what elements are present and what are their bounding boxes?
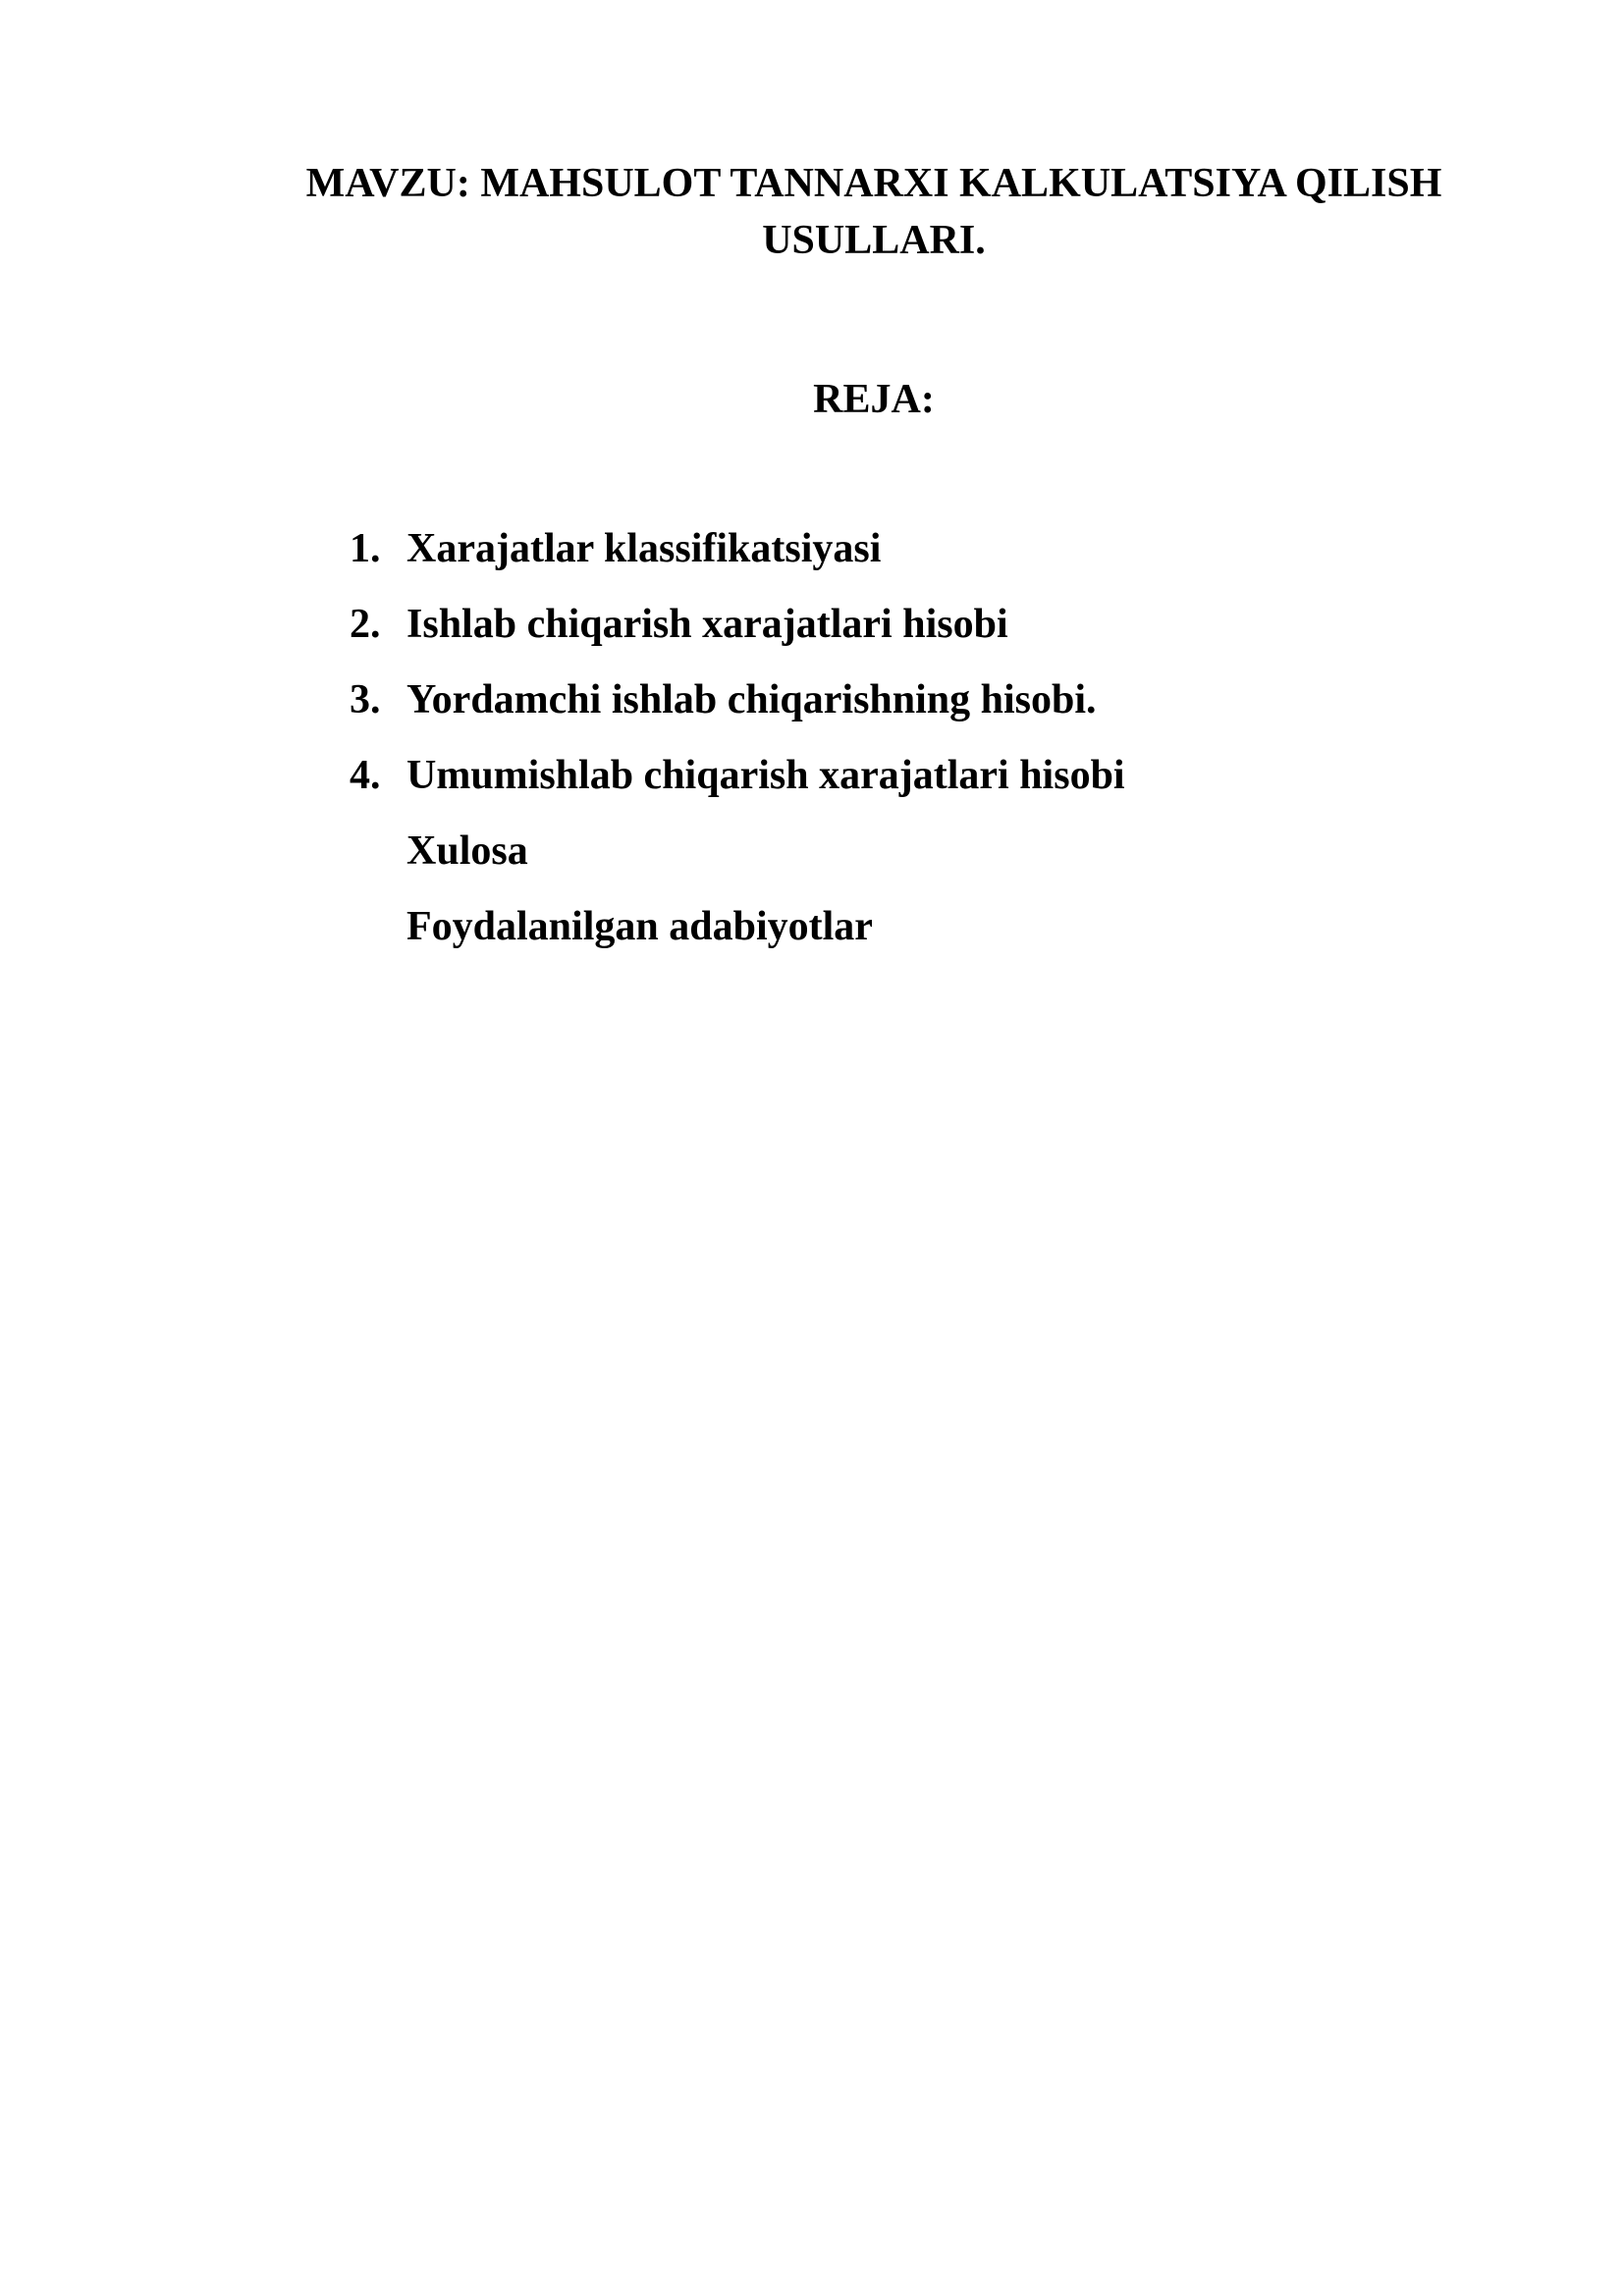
- document-title: [236, 155, 1512, 269]
- plan-list: [350, 520, 1125, 974]
- plan-item: [350, 898, 1125, 955]
- plan-item-number: 1.: [350, 526, 381, 571]
- plan-item-number: 4.: [350, 753, 381, 798]
- plan-item: [350, 520, 1125, 577]
- plan-item-text: Ishlab chiqarish xarajatlari hisobi: [406, 602, 1008, 647]
- plan-item: [350, 671, 1125, 728]
- plan-item-text: Xulosa: [406, 828, 528, 874]
- plan-item: [350, 823, 1125, 880]
- plan-item-text: Yordamchi ishlab chiqarishning hisobi.: [406, 677, 1097, 722]
- plan-item: [350, 596, 1125, 653]
- plan-item-number: 2.: [350, 602, 381, 647]
- title-line-1: MAVZU: MAHSULOT TANNARXI KALKULATSIYA QILISH: [305, 161, 1442, 206]
- plan-heading: REJA:: [813, 377, 935, 422]
- plan-item-text: Umumishlab chiqarish xarajatlari hisobi: [406, 753, 1125, 798]
- title-line-2: USULLARI.: [762, 218, 986, 263]
- plan-item-text: Xarajatlar klassifikatsiyasi: [406, 526, 882, 571]
- plan-item-number: 3.: [350, 677, 381, 722]
- plan-item: [350, 747, 1125, 804]
- plan-item-text: Foydalanilgan adabiyotlar: [406, 904, 873, 949]
